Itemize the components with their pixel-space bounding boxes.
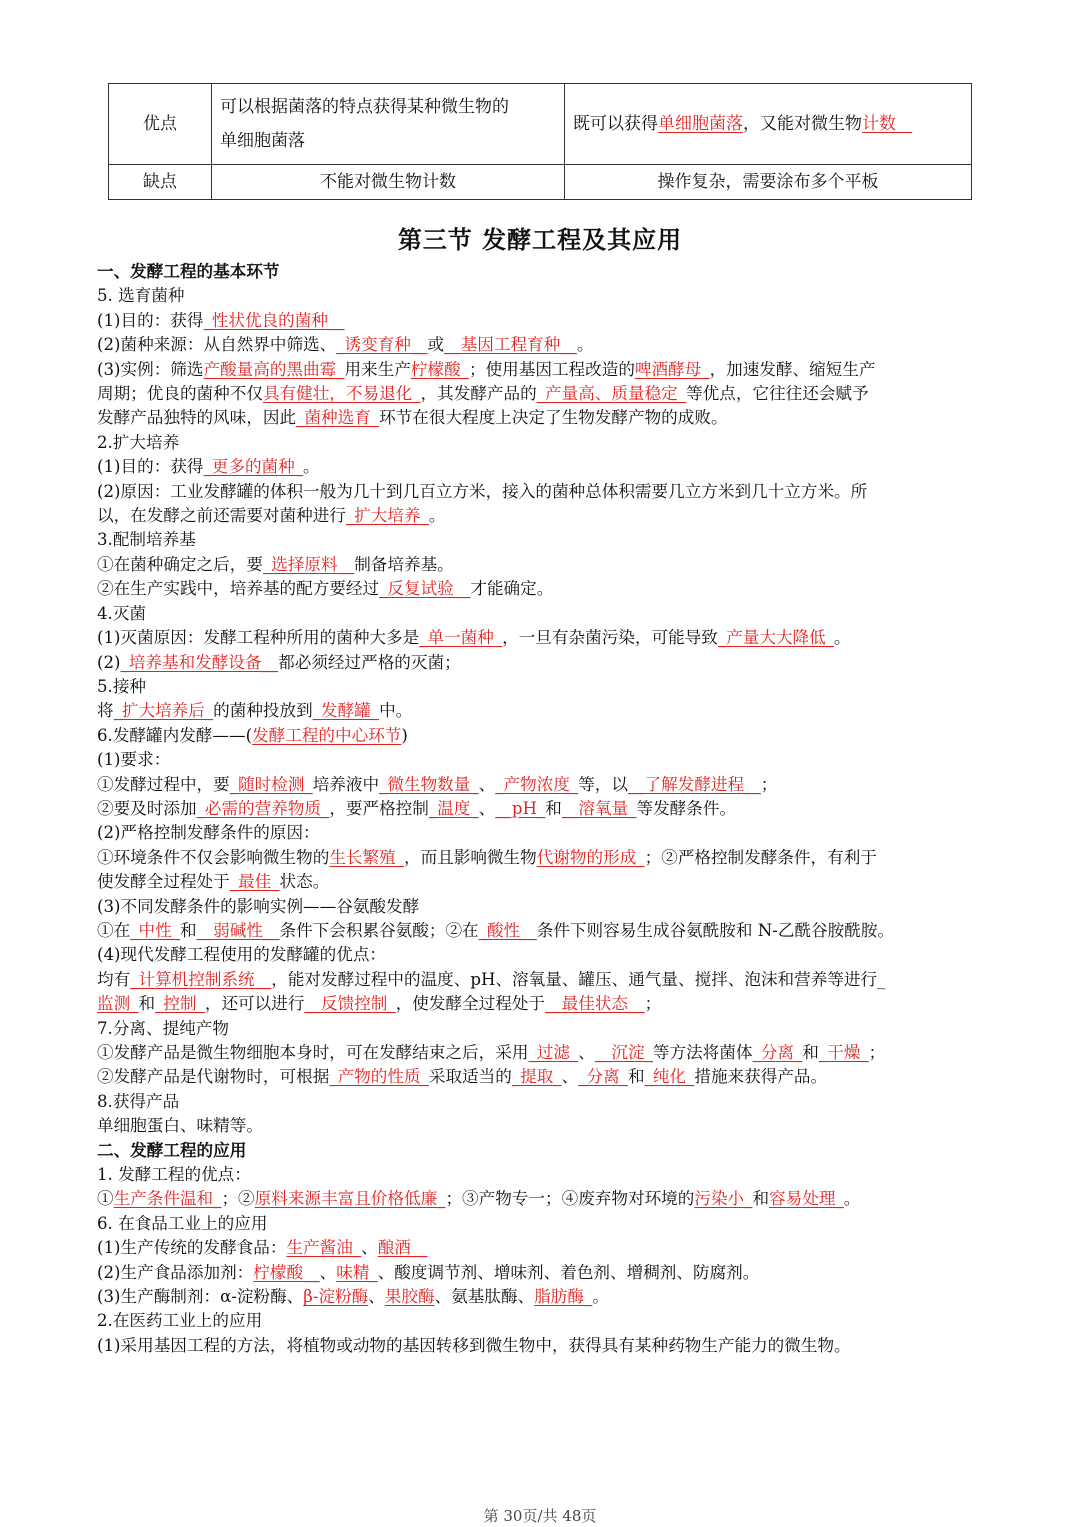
answer-text: __溶氧量_ — [561, 798, 637, 818]
text-line — [97, 455, 987, 479]
answer-text: _提取_ — [511, 1067, 562, 1087]
text-segment: ；②严格控制发酵条件，有利于 — [644, 847, 877, 867]
text-segment: 3.配制培养基 — [97, 530, 196, 550]
answer-text: _随时检测_ — [229, 774, 313, 794]
text-segment: 或 — [427, 335, 445, 355]
answer-text: _诱变育种__ — [336, 335, 428, 355]
text-segment: ①发酵过程中，要 — [97, 774, 230, 794]
table-cell — [565, 84, 972, 165]
text-line — [97, 1041, 987, 1065]
text-segment: 、 — [319, 1262, 337, 1282]
answer-text: _中性_ — [130, 920, 180, 940]
text-segment: ①在菌种确定之后，要 — [97, 554, 263, 574]
answer-text: _必需的营养物质_ — [196, 798, 330, 818]
text-segment: 5. 选育菌种 — [97, 286, 185, 306]
text-line — [97, 1212, 987, 1236]
text-line — [97, 870, 987, 894]
text-line — [97, 675, 987, 699]
text-segment: ；③产物专一；④废弃物对环境的 — [445, 1189, 695, 1209]
text-line — [97, 333, 987, 357]
text-line — [97, 480, 987, 504]
text-segment: 等优点，它往往还会赋予 — [686, 384, 869, 404]
text-segment: ； — [868, 1043, 886, 1062]
text-segment: ，能对发酵过程中的温度、pH、溶氧量、罐压、通气量、搅拌、泡沫和营养等进行_ — [271, 969, 886, 989]
text-line — [97, 968, 987, 992]
text-segment: (2)原因：工业发酵罐的体积一般为几十到几百立方米，接入的菌种总体积需要几立方米到几十立方米。所 — [97, 481, 868, 501]
text-segment: ) — [401, 725, 408, 745]
text-line — [97, 773, 987, 797]
text-line — [97, 1236, 987, 1260]
text-segment: 采取适当的 — [428, 1067, 512, 1087]
text-segment: 2.扩大培养 — [97, 432, 180, 452]
text-segment: 、 — [578, 1043, 595, 1062]
cell-text: ，又能对微生物 — [743, 114, 862, 134]
answer-text: β-淀粉酶 — [303, 1287, 369, 1307]
text-segment: (2)菌种来源：从自然界中筛选、 — [97, 335, 337, 355]
answer-text: 代谢物的形成_ — [536, 847, 645, 867]
text-line — [97, 943, 987, 967]
text-segment: ；② — [221, 1189, 255, 1209]
text-segment: 4.灭菌 — [97, 603, 147, 623]
text-segment: 。 — [428, 506, 446, 526]
answer-text: 柠檬酸__ — [253, 1262, 320, 1282]
table-row-advantages — [109, 84, 972, 165]
answer-text: 监测_ — [97, 994, 139, 1014]
text-line — [97, 382, 987, 406]
answer-text: __反馈控制_ — [304, 994, 396, 1014]
text-segment: 中。 — [379, 701, 413, 721]
answer-text: _选择原料__ — [262, 554, 355, 574]
answer-text: _微生物数量_ — [379, 774, 479, 794]
text-line — [97, 284, 987, 308]
text-line — [97, 1261, 987, 1285]
text-segment: ，使发酵全过程处于 — [395, 994, 546, 1014]
text-line — [97, 1309, 987, 1333]
text-segment: (1)要求： — [97, 750, 171, 770]
text-segment: 将 — [97, 701, 114, 721]
text-line — [97, 504, 987, 528]
text-segment: 等方法将菌体 — [652, 1043, 753, 1062]
text-segment: 和 — [179, 920, 197, 940]
answer-text: 污染小_ — [694, 1189, 753, 1209]
text-line — [97, 602, 987, 626]
answer-text: 单细胞菌落 — [658, 114, 743, 134]
answer-text: 具有健壮，不易退化_ — [262, 384, 421, 404]
answer-text: _分离_ — [752, 1043, 803, 1062]
text-segment: 周期；优良的菌种不仅 — [97, 384, 263, 404]
answer-text: _产量高、质量稳定_ — [536, 384, 687, 404]
text-line — [97, 919, 987, 943]
text-segment: 使发酵全过程处于 — [97, 872, 230, 892]
text-segment: ，一旦有杂菌污染，可能导致 — [502, 628, 718, 648]
text-line — [97, 406, 987, 430]
text-line — [97, 651, 987, 675]
text-segment: 单细胞蛋白、味精等。 — [97, 1116, 263, 1136]
text-segment: (1)目的：获得 — [97, 310, 204, 330]
text-line — [97, 1114, 987, 1138]
answer-text: 味精_ — [336, 1262, 378, 1282]
table-row-disadvantages — [109, 165, 972, 200]
answer-text: 果胶酶 — [384, 1287, 435, 1307]
answer-text: _更多的菌种_ — [203, 457, 304, 477]
text-segment: 发酵产品独特的风味，因此 — [97, 408, 297, 428]
text-segment: 状态。 — [279, 872, 330, 892]
text-segment: 一、发酵工程的基本环节 — [97, 262, 280, 281]
text-line — [97, 309, 987, 333]
answer-text: 原料来源丰富且价格低廉_ — [254, 1189, 446, 1209]
text-line — [97, 1163, 987, 1187]
text-segment: 都必须经过严格的灭菌； — [278, 652, 461, 672]
answer-text: 酿酒__ — [377, 1238, 428, 1258]
text-segment: (4)现代发酵工程使用的发酵罐的优点： — [97, 945, 387, 965]
text-segment: 培养液中 — [312, 774, 380, 794]
text-line — [97, 626, 987, 650]
text-segment: 等发酵条件。 — [636, 798, 737, 818]
answer-text: _发酵罐_ — [312, 701, 380, 721]
answer-text: _产量大大降低_ — [717, 628, 835, 648]
notes-body — [97, 260, 987, 1358]
answer-text: _温度_ — [428, 798, 479, 818]
text-segment: (1)生产传统的发酵食品： — [97, 1238, 287, 1258]
answer-text: 容易处理_ — [769, 1189, 844, 1209]
answer-text: _性状优良的菌种__ — [203, 310, 345, 330]
answer-text: _纯化_ — [644, 1067, 695, 1087]
text-line — [97, 577, 987, 601]
text-segment: 均有 — [97, 969, 131, 989]
text-line — [97, 358, 987, 382]
text-segment: 的菌种投放到 — [213, 701, 313, 721]
text-segment: 和 — [545, 798, 562, 818]
answer-text: _单一菌种_ — [419, 628, 503, 648]
text-segment: ①在 — [97, 920, 131, 940]
text-line — [97, 1334, 987, 1358]
text-segment: 、氨基肽酶、 — [434, 1287, 535, 1307]
text-line — [97, 992, 987, 1016]
text-segment: ，其发酵产品的 — [420, 384, 537, 404]
text-segment: (3)实例：筛选 — [97, 359, 204, 379]
answer-text: 生产条件温和_ — [113, 1189, 222, 1209]
answer-text: _扩大培养后_ — [113, 701, 214, 721]
answer-text: 生产酱油_ — [286, 1238, 362, 1258]
answer-text: _产物的性质_ — [329, 1067, 429, 1087]
text-segment: 用来生产 — [344, 359, 411, 379]
answer-text: _培养基和发酵设备__ — [120, 652, 279, 672]
table-cell: 操作复杂，需要涂布多个平板 — [565, 165, 972, 200]
text-segment: 和 — [138, 994, 156, 1014]
text-line — [97, 797, 987, 821]
text-segment: ； — [760, 774, 778, 794]
text-segment: (3)生产酶制剂：α-淀粉酶、 — [97, 1287, 304, 1307]
text-line — [97, 1017, 987, 1041]
text-segment: ；使用基因工程改造的 — [468, 359, 635, 379]
text-segment: 措施来获得产品。 — [694, 1067, 828, 1087]
answer-text: _干燥_ — [818, 1043, 869, 1062]
text-segment: 和 — [628, 1067, 645, 1087]
answer-text: __沉淀_ — [594, 1043, 653, 1062]
text-segment: (2) — [97, 652, 121, 672]
text-segment: 以，在发酵之前还需要对菌种进行 — [97, 506, 346, 526]
answer-text: 产酸量高的黑曲霉_ — [203, 359, 345, 379]
answer-text: __基因工程育种__ — [444, 335, 577, 355]
text-segment: 制备培养基。 — [354, 554, 454, 574]
text-segment: (2)严格控制发酵条件的原因： — [97, 823, 320, 843]
text-line — [97, 431, 987, 455]
text-segment: 1. 发酵工程的优点： — [97, 1165, 251, 1185]
text-segment: 和 — [752, 1189, 770, 1209]
answer-text: _酸性__ — [478, 920, 537, 940]
text-segment: (1)灭菌原因：发酵工程种所用的菌种大多是 — [97, 628, 420, 648]
text-line — [97, 846, 987, 870]
text-line — [97, 821, 987, 845]
text-line — [97, 724, 987, 748]
text-line — [97, 553, 987, 577]
text-line — [97, 1065, 987, 1089]
text-segment: 、 — [561, 1067, 579, 1087]
row-label: 优点 — [109, 84, 212, 165]
text-segment: ① — [97, 1189, 114, 1209]
answer-text: __弱碱性__ — [196, 920, 280, 940]
section-heading — [97, 260, 987, 284]
text-segment: ②要及时添加 — [97, 798, 197, 818]
answer-text: __pH_ — [495, 798, 546, 818]
text-segment: ①环境条件不仅会影响微生物的 — [97, 847, 330, 867]
text-segment: ①发酵产品是微生物细胞本身时，可在发酵结束之后，采用 — [97, 1043, 529, 1062]
text-segment: (1)目的：获得 — [97, 457, 204, 477]
text-segment: 、酸度调节剂、增味剂、着色剂、增稠剂、防腐剂。 — [377, 1262, 760, 1282]
answer-text: 柠檬酸_ — [410, 359, 469, 379]
text-segment: 。 — [576, 335, 594, 355]
text-segment: 等，以 — [578, 774, 628, 794]
text-segment: ，还可以进行 — [204, 994, 305, 1014]
text-segment: 、 — [478, 798, 496, 818]
text-segment: 6.发酵罐内发酵——( — [97, 725, 253, 745]
answer-text: __了解发酵进程__ — [628, 774, 761, 794]
table-cell — [212, 84, 565, 165]
text-line — [97, 1090, 987, 1114]
text-line — [97, 895, 987, 919]
text-segment: 才能确定。 — [470, 579, 554, 599]
text-segment: 、 — [361, 1238, 378, 1258]
text-segment: 6. 在食品工业上的应用 — [97, 1213, 268, 1233]
answer-text: _过滤_ — [528, 1043, 579, 1062]
cell-text: 既可以获得 — [573, 114, 658, 134]
text-segment: (3)不同发酵条件的影响实例——谷氨酸发酵 — [97, 896, 420, 916]
text-segment: ，而且影响微生物 — [403, 847, 537, 867]
comparison-table — [108, 83, 972, 200]
text-segment: 。 — [592, 1287, 609, 1307]
text-segment: ； — [644, 994, 662, 1014]
text-segment: ，加速发酵、缩短生产 — [709, 359, 876, 379]
text-segment: 和 — [802, 1043, 819, 1062]
text-segment: 7.分离、提纯产物 — [97, 1018, 229, 1038]
cell-line: 可以根据菌落的特点获得某种微生物的 — [220, 97, 509, 117]
answer-text: _控制_ — [155, 994, 205, 1014]
text-segment: 。 — [303, 457, 320, 477]
text-line — [97, 1285, 987, 1309]
text-line — [97, 748, 987, 772]
text-segment: ②在生产实践中，培养基的配方要经过 — [97, 579, 380, 599]
text-segment: 二、发酵工程的应用 — [97, 1140, 247, 1160]
text-line — [97, 528, 987, 552]
answer-text: _菌种选育_ — [296, 408, 380, 428]
answer-text: 计数 — [862, 114, 896, 134]
text-segment: 。 — [843, 1189, 861, 1209]
section-title: 第三节 发酵工程及其应用 — [397, 226, 683, 254]
text-segment: (1)采用基因工程的方法，将植物或动物的基因转移到微生物中，获得具有某种药物生产能力的微生物。 — [97, 1335, 851, 1355]
text-segment: 条件下会积累谷氨酸；②在 — [279, 920, 479, 940]
answer-text: 发酵工程的中心环节 — [252, 725, 402, 745]
text-segment: 、 — [478, 774, 496, 794]
cell-line: 单细胞菌落 — [220, 131, 305, 151]
answer-text: 脂肪酶_ — [534, 1287, 593, 1307]
answer-text: _最佳_ — [229, 872, 280, 892]
text-segment: 2.在医药工业上的应用 — [97, 1311, 263, 1331]
text-segment: 5.接种 — [97, 676, 147, 696]
text-line — [97, 1187, 987, 1211]
text-segment: 。 — [834, 628, 851, 648]
text-segment: 、 — [368, 1287, 385, 1307]
text-segment: 8.获得产品 — [97, 1091, 180, 1111]
row-label: 缺点 — [109, 165, 212, 200]
answer-text: _计算机控制系统__ — [130, 969, 272, 989]
answer-text: __最佳状态__ — [545, 994, 645, 1014]
answer-text: _扩大培养_ — [345, 506, 429, 526]
table-cell: 不能对微生物计数 — [212, 165, 565, 200]
text-segment: ②发酵产品是代谢物时，可根据 — [97, 1067, 330, 1087]
answer-text: 啤酒酵母_ — [634, 359, 710, 379]
text-line — [97, 699, 987, 723]
page-number: 第 30页/共 48页 — [483, 1507, 597, 1525]
text-segment: 环节在很大程度上决定了生物发酵产物的成败。 — [379, 408, 728, 428]
text-segment: ，要严格控制 — [329, 798, 429, 818]
answer-text: _分离_ — [578, 1067, 628, 1087]
section-heading — [97, 1139, 987, 1163]
text-segment: 条件下则容易生成谷氨酰胺和 N-乙酰谷胺酰胺。 — [536, 920, 895, 940]
answer-text: _反复试验__ — [379, 579, 471, 599]
answer-text: _产物浓度_ — [495, 774, 579, 794]
text-segment: (2)生产食品添加剂： — [97, 1262, 254, 1282]
answer-text: 生长繁殖_ — [329, 847, 404, 867]
